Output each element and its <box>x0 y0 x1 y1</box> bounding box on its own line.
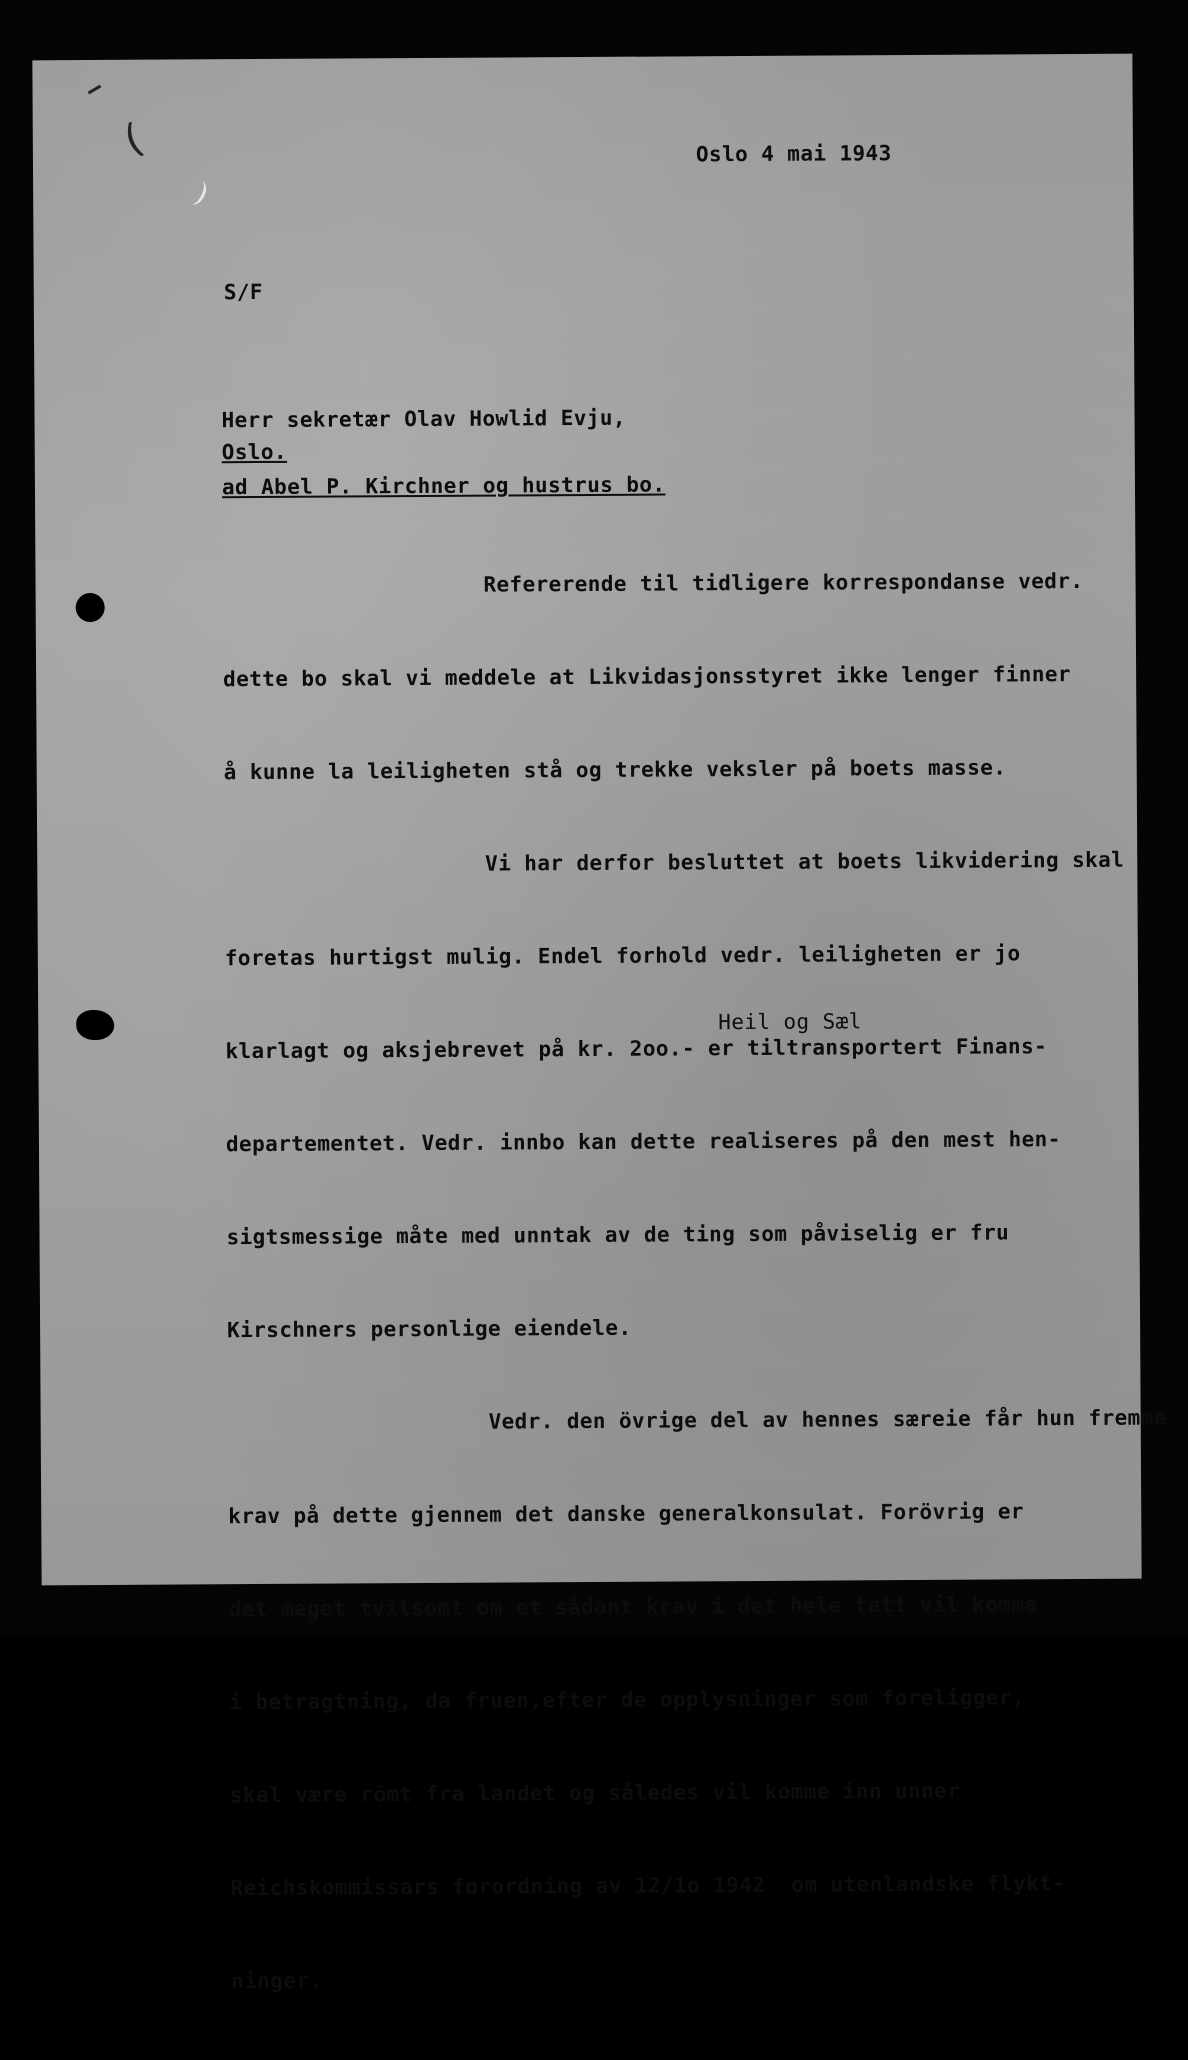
closing-salutation: Heil og Sæl <box>718 1009 862 1035</box>
body-line: Refererende til tidligere korrespondanse vedr. <box>222 568 1084 599</box>
subject-line: ad Abel P. Kirchner og hustrus bo. <box>221 472 666 500</box>
body-line: ninger. <box>231 1968 323 1994</box>
reference-code: S/F <box>223 279 263 305</box>
punch-hole-top <box>76 593 105 622</box>
body-line: Kirschners personlige eiendele. <box>227 1315 632 1343</box>
letter-body <box>222 503 1171 2059</box>
body-line: sigtsmessige måte med unntak av de ting som påviselig er fru <box>226 1220 1010 1250</box>
body-line: det meget tvilsomt om et sådant krav i det hele tatt vil komme <box>228 1592 1038 1622</box>
body-line: skal være römt fra landet og således vil komme inn unner <box>229 1778 961 1808</box>
body-line: klarlagt og aksjebrevet på kr. 2oo.- er tiltransportert Finans- <box>225 1034 1048 1064</box>
paper-scratch-mark <box>184 177 210 208</box>
body-line: Reichskommissars forordning av 12/1o 1942 om utenlandske flykt- <box>230 1871 1066 1901</box>
body-line: departementet. Vedr. innbo kan dette realiseres på den mest hen- <box>225 1127 1061 1157</box>
body-line: i betragtning, da fruen,efter de opplysninger som foreligger, <box>229 1685 1026 1715</box>
body-line: krav på dette gjennem det danske generalkonsulat. Forövrig er <box>228 1499 1024 1529</box>
body-line: Vedr. den övrige del av hennes særeie får hun fremme <box>227 1405 1167 1436</box>
punch-hole-bottom <box>76 1010 114 1040</box>
pencil-annotation-mark: ( <box>113 114 153 166</box>
addressee-city: Oslo. <box>221 439 288 465</box>
letter-date: Oslo 4 mai 1943 <box>695 141 892 167</box>
body-line: å kunne la leiligheten stå og trekke veksler på boets masse. <box>223 755 1007 785</box>
letter-page <box>32 54 1167 1994</box>
pencil-tick-mark <box>88 85 102 95</box>
body-line: dette bo skal vi meddele at Likvidasjonsstyret ikke lenger finner <box>223 662 1072 692</box>
body-line: Vi har derfor besluttet at boets likvidering skal <box>224 847 1125 878</box>
addressee-line: Herr sekretær Olav Howlid Evju, <box>221 405 626 433</box>
body-line: foretas hurtigst mulig. Endel forhold vedr. leiligheten er jo <box>224 941 1021 971</box>
